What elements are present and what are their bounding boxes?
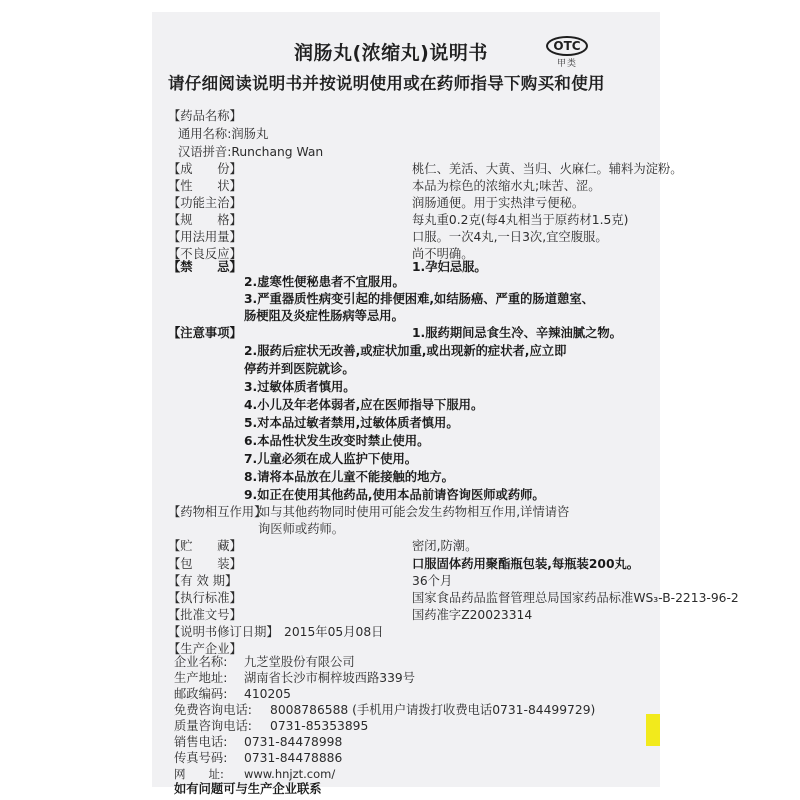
- pinyin-value: Runchang Wan: [231, 145, 324, 159]
- manufacturer-postcode-row: [174, 686, 291, 702]
- manufacturer-hotline-row: [174, 702, 596, 718]
- manufacturer-heading: 【生产企业】: [168, 642, 242, 656]
- generic-name-value: 润肠丸: [231, 127, 269, 141]
- precaution-item: 1.服药期间忌食生冷、辛辣油腻之物。: [412, 326, 622, 340]
- leaflet-subtitle: 请仔细阅读说明书并按说明使用或在药师指导下购买和使用: [168, 74, 605, 93]
- standard-row: [168, 590, 739, 607]
- dosage-label: 【用法用量】: [168, 230, 242, 244]
- generic-name-label: 通用名称:: [178, 127, 232, 141]
- leaflet-title: 润肠丸(浓缩丸)说明书: [294, 42, 488, 64]
- indications-row: [168, 195, 585, 212]
- precaution-item: 6.本品性状发生改变时禁止使用。: [244, 434, 430, 448]
- specification-label: 【规 格】: [168, 213, 242, 227]
- manufacturer-field-value: 0731-84478886: [244, 751, 343, 765]
- storage-value: 密闭,防潮。: [412, 539, 478, 553]
- manufacturer-footer-note: 如有问题可与生产企业联系: [174, 782, 322, 796]
- manufacturer-field-label: 邮政编码:: [174, 687, 228, 701]
- manufacturer-field-label: 质量咨询电话:: [174, 719, 252, 733]
- manufacturer-name-row: [174, 654, 355, 670]
- precaution-item: 5.对本品过敏者禁用,过敏体质者慎用。: [244, 416, 459, 430]
- specification-row: [168, 212, 629, 229]
- manufacturer-field-label: 网 址:: [174, 767, 224, 781]
- manufacturer-field-value: 8008786588 (手机用户请拨打收费电话0731-84499729): [270, 703, 596, 717]
- standard-label: 【执行标准】: [168, 591, 242, 605]
- manufacturer-field-label: 传真号码:: [174, 751, 228, 765]
- revision-row: [168, 624, 384, 641]
- otc-class-label: 甲类: [557, 59, 578, 69]
- manufacturer-fax-row: [174, 750, 343, 766]
- manufacturer-address-row: [174, 670, 416, 686]
- validity-label: 【有 效 期】: [168, 574, 238, 588]
- adverse-label: 【不良反应】: [168, 247, 242, 261]
- packaging-label: 【包 装】: [168, 557, 242, 571]
- manufacturer-field-value: 410205: [244, 687, 291, 701]
- approval-value: 国药准字Z20023314: [412, 608, 533, 622]
- storage-label: 【贮 藏】: [168, 539, 242, 553]
- precautions-row: [168, 325, 622, 342]
- precaution-item: 停药并到医院就诊。: [244, 362, 355, 376]
- revision-value: 2015年05月08日: [284, 625, 384, 639]
- yellow-edge-bar: [646, 714, 660, 746]
- manufacturer-sales-row: [174, 734, 343, 750]
- manufacturer-field-value: 0731-85353895: [270, 719, 369, 733]
- indications-value: 润肠通便。用于实热津亏便秘。: [412, 196, 585, 210]
- manufacturer-field-value: 0731-84478998: [244, 735, 343, 749]
- indications-label: 【功能主治】: [168, 196, 242, 210]
- contraindications-row: [168, 257, 487, 277]
- manufacturer-field-label: 生产地址:: [174, 671, 228, 685]
- validity-row: [168, 573, 453, 590]
- pinyin-row: [178, 144, 323, 161]
- approval-row: [168, 607, 533, 624]
- manufacturer-field-value: www.hnjzt.com/: [244, 767, 336, 781]
- precaution-item: 3.过敏体质者慎用。: [244, 380, 356, 394]
- appearance-row: [168, 178, 601, 195]
- pinyin-label: 汉语拼音:: [178, 145, 232, 159]
- precaution-item: 2.服药后症状无改善,或症状加重,或出现新的症状者,应立即: [244, 344, 567, 358]
- interactions-row: [168, 504, 570, 521]
- otc-badge: OTC: [546, 36, 588, 56]
- manufacturer-field-value: 九芝堂股份有限公司: [244, 655, 355, 669]
- precaution-item: 9.如正在使用其他药品,使用本品前请咨询医师或药师。: [244, 488, 545, 502]
- standard-value: 国家食品药品监督管理总局国家药品标准WS₃-B-2213-96-2: [412, 591, 739, 605]
- manufacturer-field-label: 销售电话:: [174, 735, 228, 749]
- manufacturer-website-row: [174, 766, 336, 782]
- contraindication-item: 1.孕妇忌服。: [412, 260, 487, 274]
- approval-label: 【批准文号】: [168, 608, 242, 622]
- packaging-value: 口服固体药用聚酯瓶包装,每瓶装200丸。: [412, 557, 640, 571]
- interactions-label: 【药物相互作用】: [168, 505, 267, 519]
- contraindication-item: 3.严重器质性病变引起的排便困难,如结肠癌、严重的肠道憩室、: [244, 292, 594, 306]
- contraindications-label: 【禁 忌】: [168, 260, 242, 274]
- precautions-label: 【注意事项】: [168, 326, 242, 340]
- ingredients-label: 【成 份】: [168, 162, 242, 176]
- appearance-value: 本品为棕色的浓缩水丸;味苦、涩。: [412, 179, 601, 193]
- manufacturer-field-value: 湖南省长沙市桐梓坡西路339号: [244, 671, 416, 685]
- dosage-value: 口服。一次4丸,一日3次,宜空腹服。: [412, 230, 608, 244]
- interactions-value-cont: 询医师或药师。: [258, 522, 345, 536]
- manufacturer-quality-row: [174, 718, 369, 734]
- validity-value: 36个月: [412, 574, 453, 588]
- manufacturer-field-label: 企业名称:: [174, 655, 228, 669]
- precaution-item: 4.小儿及年老体弱者,应在医师指导下服用。: [244, 398, 484, 412]
- contraindication-item: 肠梗阻及炎症性肠病等忌用。: [244, 309, 404, 323]
- interactions-value: 如与其他药物同时使用可能会发生药物相互作用,详情请咨: [258, 505, 570, 519]
- ingredients-value: 桃仁、羌活、大黄、当归、火麻仁。辅料为淀粉。: [412, 162, 683, 176]
- storage-row: [168, 538, 478, 555]
- precaution-item: 7.儿童必须在成人监护下使用。: [244, 452, 418, 466]
- adverse-value: 尚不明确。: [412, 247, 474, 261]
- drug-name-heading: 【药品名称】: [168, 109, 242, 123]
- appearance-label: 【性 状】: [168, 179, 242, 193]
- specification-value: 每丸重0.2克(每4丸相当于原药材1.5克): [412, 213, 629, 227]
- manufacturer-field-label: 免费咨询电话:: [174, 703, 252, 717]
- dosage-row: [168, 229, 608, 246]
- contraindication-item: 2.虚寒性便秘患者不宜服用。: [244, 275, 405, 289]
- precaution-item: 8.请将本品放在儿童不能接触的地方。: [244, 470, 454, 484]
- ingredients-row: [168, 161, 683, 178]
- generic-name-row: [178, 126, 268, 143]
- packaging-row: [168, 556, 640, 573]
- revision-label: 【说明书修订日期】: [168, 625, 279, 639]
